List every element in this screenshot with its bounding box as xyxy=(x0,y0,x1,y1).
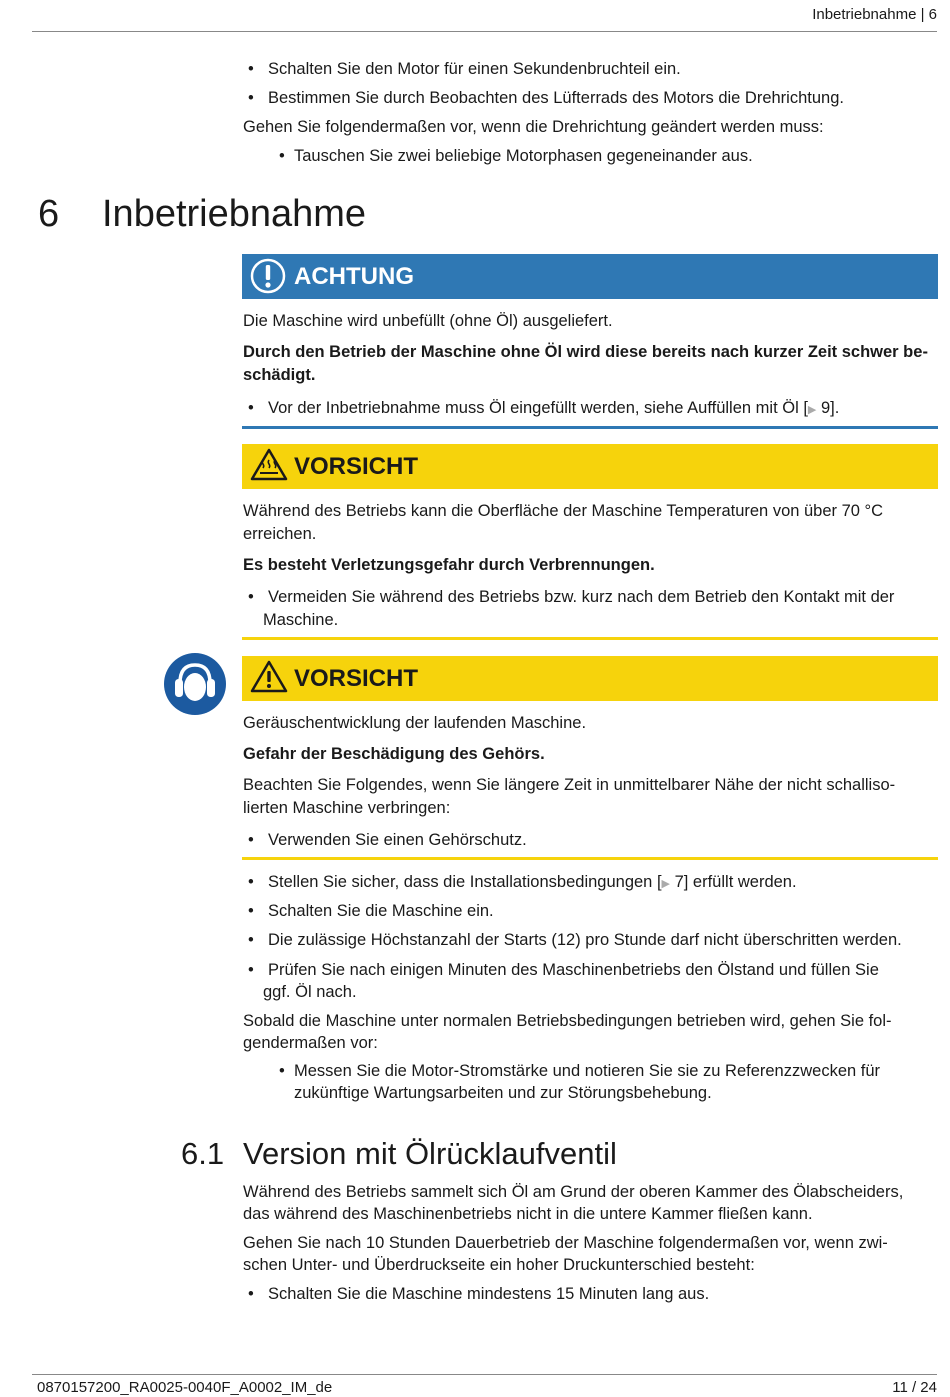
paragraph: Beachten Sie Folgendes, wenn Sie längere Zeit in unmittelbarer Nähe der nicht schalliso- xyxy=(243,776,896,794)
list-item-continuation: zukünftige Wartungsarbeiten und zur Störungsbehebung. xyxy=(294,1084,712,1102)
vorsicht-end-rule xyxy=(242,637,938,640)
warning-bold-text: Durch den Betrieb der Maschine ohne Öl wird diese bereits nach kurzer Zeit schwer be- xyxy=(243,343,928,361)
list-item-text: Die zulässige Höchstanzahl der Starts (12) pro Stunde darf nicht überschritten werden. xyxy=(268,931,902,949)
banner-label: VORSICHT xyxy=(294,665,419,692)
section-title: Inbetriebnahme xyxy=(102,193,367,235)
warning-bold-text: schädigt. xyxy=(243,366,316,384)
page-ref-arrow-icon: ▶ xyxy=(807,404,817,416)
achtung-banner xyxy=(242,254,938,299)
paragraph: Gehen Sie nach 10 Stunden Dauerbetrieb der Maschine folgendermaßen vor, wenn zwi- xyxy=(243,1234,888,1252)
paragraph: Gehen Sie folgendermaßen vor, wenn die Drehrichtung geändert werden muss: xyxy=(243,118,824,136)
paragraph: Während des Betriebs kann die Oberfläche der Maschine Temperaturen von über 70 °C xyxy=(243,502,884,520)
exclamation-circle-icon xyxy=(250,258,286,294)
section-number: 6.1 xyxy=(181,1136,225,1171)
list-item-text: Schalten Sie die Maschine ein. xyxy=(268,902,494,920)
page-ref-arrow-icon: ▶ xyxy=(661,878,670,890)
list-item-text: Verwenden Sie einen Gehörschutz. xyxy=(268,831,527,849)
list-item-text: Vermeiden Sie während des Betriebs bzw. kurz nach dem Betrieb den Kontakt mit der xyxy=(268,588,895,606)
list-item-text: Messen Sie die Motor-Stromstärke und notieren Sie sie zu Referenzzwecken für xyxy=(294,1062,881,1080)
banner-label: VORSICHT xyxy=(294,453,419,480)
warning-bold-text: Gefahr der Beschädigung des Gehörs. xyxy=(243,745,545,763)
paragraph: Sobald die Maschine unter normalen Betriebsbedingungen betrieben wird, gehen Sie fol- xyxy=(243,1012,892,1030)
paragraph: Die Maschine wird unbefüllt (ohne Öl) ausgeliefert. xyxy=(243,312,613,330)
list-item-text: Schalten Sie den Motor für einen Sekundenbruchteil ein. xyxy=(268,60,681,78)
paragraph: Geräuschentwicklung der laufenden Maschine. xyxy=(243,714,587,732)
hearing-protection-icon xyxy=(164,653,226,715)
paragraph: Während des Betriebs sammelt sich Öl am Grund der oberen Kammer des Ölabscheiders, xyxy=(243,1183,904,1201)
warning-triangle-icon xyxy=(250,660,288,694)
vorsicht-banner-noise xyxy=(242,656,938,701)
list-item-text: Schalten Sie die Maschine mindestens 15 Minuten lang aus. xyxy=(268,1285,710,1303)
list-item-continuation: ggf. Öl nach. xyxy=(263,983,357,1001)
paragraph: lierten Maschine verbringen: xyxy=(243,799,451,817)
header-divider xyxy=(32,31,937,32)
document-id: 0870157200_RA0025-0040F_A0002_IM_de xyxy=(37,1379,333,1396)
hot-surface-warning-icon xyxy=(250,448,288,482)
cross-reference-link[interactable]: Auffüllen mit Öl xyxy=(687,399,799,417)
running-header: Inbetriebnahme | 6 xyxy=(812,6,937,23)
list-item-continuation: Maschine. xyxy=(263,611,339,629)
warning-bold-text: Es besteht Verletzungsgefahr durch Verbrennungen. xyxy=(243,556,655,574)
vorsicht-banner-hot-surface xyxy=(242,444,938,489)
footer-divider xyxy=(32,1374,937,1375)
paragraph: gendermaßen vor: xyxy=(243,1034,378,1052)
achtung-end-rule xyxy=(242,426,938,429)
list-item-text: Tauschen Sie zwei beliebige Motorphasen gegeneinander aus. xyxy=(294,147,753,165)
paragraph: erreichen. xyxy=(243,525,317,543)
list-item-text: Prüfen Sie nach einigen Minuten des Maschinenbetriebs den Ölstand und füllen Sie xyxy=(268,961,879,979)
section-title: Version mit Ölrücklaufventil xyxy=(243,1136,617,1171)
vorsicht-end-rule xyxy=(242,857,938,860)
section-number: 6 xyxy=(38,193,60,235)
banner-label: ACHTUNG xyxy=(294,263,414,290)
paragraph: schen Unter- und Überdruckseite ein hoher Druckunterschied besteht: xyxy=(243,1256,755,1274)
page-number: 11 / 24 xyxy=(892,1379,937,1396)
cross-reference-link[interactable]: Installationsbedingungen xyxy=(469,873,653,891)
list-item-text: Bestimmen Sie durch Beobachten des Lüfterrads des Motors die Drehrichtung. xyxy=(268,89,844,107)
paragraph: das während des Maschinenbetriebs nicht in die untere Kammer fließen kann. xyxy=(243,1205,813,1223)
